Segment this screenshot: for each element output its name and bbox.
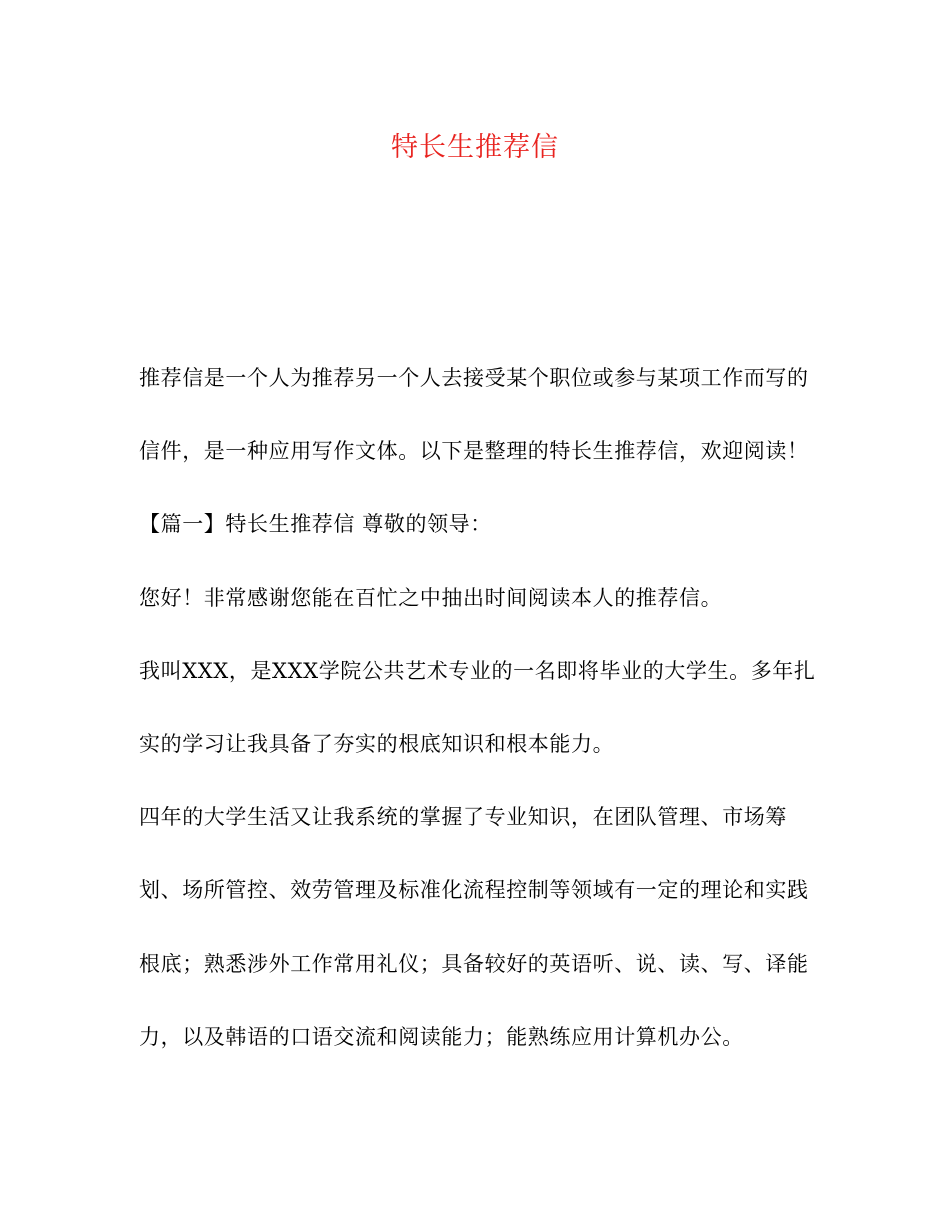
body-line: 四年的大学生活又让我系统的掌握了专业知识，在团队管理、市场筹 [139, 805, 787, 830]
document-body [139, 354, 829, 1086]
body-line: 力，以及韩语的口语交流和阅读能力；能熟练应用计算机办公。 [139, 1024, 744, 1049]
body-line: 划、场所管控、效劳管理及标准化流程控制等领域有一定的理论和实践 [139, 878, 809, 903]
document-title: 特长生推荐信 [391, 132, 559, 163]
body-line: 【篇一】特长生推荐信 尊敬的领导： [139, 512, 492, 537]
body-line: 根底；熟悉涉外工作常用礼仪；具备较好的英语听、说、读、写、译能 [139, 951, 809, 976]
body-line: 信件，是一种应用写作文体。以下是整理的特长生推荐信，欢迎阅读！ [139, 439, 809, 464]
body-line: 您好！非常感谢您能在百忙之中抽出时间阅读本人的推荐信。 [139, 585, 723, 610]
body-line: 我叫XXX，是XXX学院公共艺术专业的一名即将毕业的大学生。多年扎 [139, 658, 816, 683]
body-line: 实的学习让我具备了夯实的根底知识和根本能力。 [139, 731, 615, 756]
body-line: 推荐信是一个人为推荐另一个人去接受某个职位或参与某项工作而写的 [139, 366, 809, 390]
